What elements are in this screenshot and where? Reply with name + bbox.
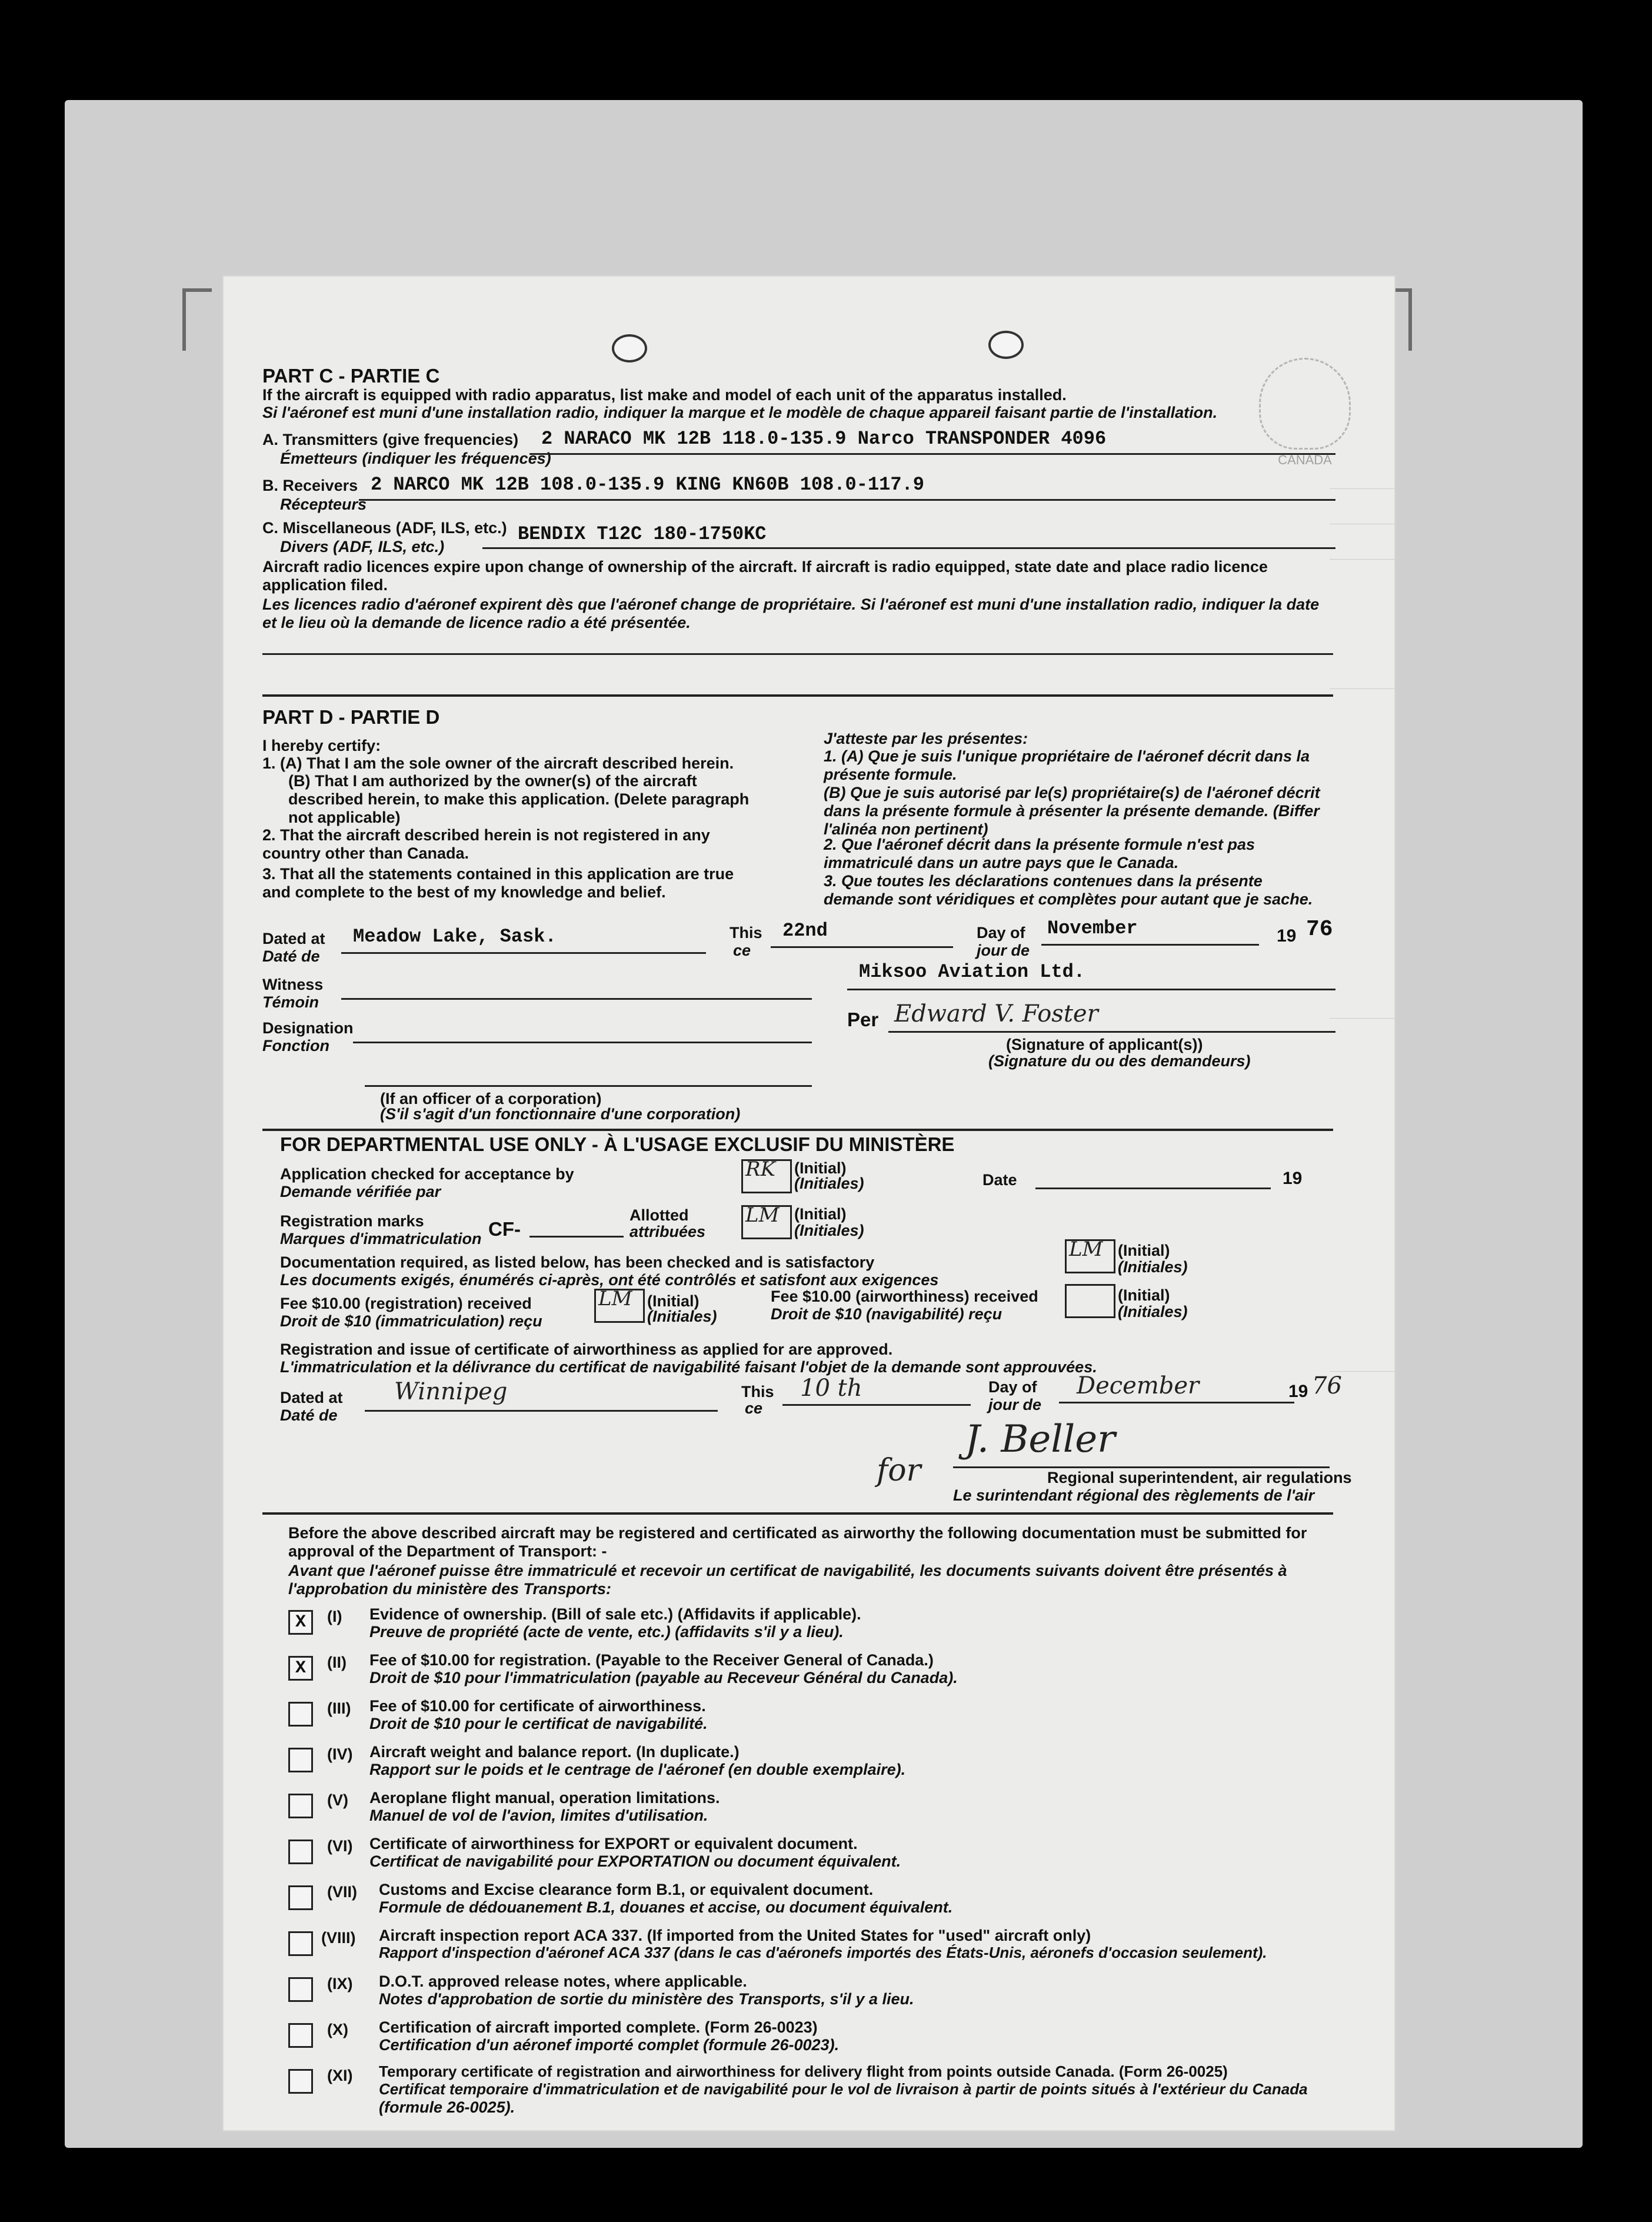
- requirement-checkbox[interactable]: [288, 1931, 313, 1956]
- canada-crest-icon: CANADA: [1259, 358, 1351, 450]
- requirement-checkbox[interactable]: [288, 1702, 313, 1727]
- dept-this-label: This: [741, 1383, 774, 1401]
- requirement-number: (II): [327, 1654, 347, 1671]
- punch-hole: [988, 331, 1024, 359]
- initial-label: (Initial): [1118, 1242, 1170, 1259]
- allotted-initial-box[interactable]: [741, 1205, 792, 1239]
- misc-label-fr: Divers (ADF, ILS, etc.): [280, 538, 445, 556]
- dept-day-of-label: Day of: [988, 1378, 1037, 1396]
- documentation-label-fr: Les documents exigés, énumérés ci-après, ont été contrôlés et satisfont aux exigences: [280, 1271, 939, 1289]
- receivers-value[interactable]: 2 NARCO MK 12B 108.0-135.9 KING KN60B 108.0-117.9: [371, 474, 924, 495]
- part-c-intro-en: If the aircraft is equipped with radio apparatus, list make and model of each unit of the apparatus installed.: [262, 386, 1067, 404]
- signature-caption-fr: (Signature du ou des demandeurs): [988, 1052, 1251, 1070]
- requirement-text-fr: Rapport sur le poids et le centrage de l'aéronef (en double exemplaire).: [369, 1761, 906, 1778]
- requirement-checkbox[interactable]: [288, 2069, 313, 2094]
- allotted-label: Allotted: [630, 1206, 689, 1224]
- requirement-text-fr: Formule de dédouanement B.1, douanes et accise, ou document équivalent.: [379, 1898, 953, 1916]
- documentation-initials: LM: [1069, 1238, 1103, 1261]
- initial-label-fr: (Initiales): [794, 1175, 864, 1192]
- fee-airworthiness-label: Fee $10.00 (airworthiness) received: [771, 1288, 1038, 1305]
- requirement-text-fr: Droit de $10 pour le certificat de navigabilité.: [369, 1715, 708, 1732]
- approval-statement: Registration and issue of certificate of airworthiness as applied for are approved.: [280, 1340, 893, 1358]
- dept-year-value[interactable]: 76: [1312, 1372, 1342, 1399]
- requirement-number: (VIII): [321, 1929, 356, 1947]
- year-value[interactable]: 76: [1306, 917, 1333, 942]
- requirement-number: (IV): [327, 1745, 353, 1763]
- initial-label-fr: (Initiales): [1118, 1303, 1188, 1320]
- dated-at-label: Dated at: [262, 930, 325, 947]
- requirement-checkbox[interactable]: [288, 2023, 313, 2048]
- dept-dated-at-label: Dated at: [280, 1389, 343, 1406]
- day-of-label: Day of: [977, 924, 1025, 942]
- applicant-name[interactable]: Miksoo Aviation Ltd.: [859, 961, 1085, 983]
- initial-label: (Initial): [647, 1292, 700, 1310]
- requirement-number: (I): [327, 1608, 342, 1625]
- certify-3-en: 3. That all the statements contained in this application are true and complete to the best of my knowledge and belief.: [262, 865, 734, 902]
- certify-1a-fr: 1. (A) Que je suis l'unique propriétaire de l'aéronef décrit dans la présente formule.: [824, 747, 1310, 784]
- requirement-checkbox[interactable]: X: [288, 1656, 313, 1681]
- certify-en: I hereby certify:: [262, 737, 381, 754]
- month-value[interactable]: November: [1047, 917, 1138, 939]
- requirements-intro: Before the above described aircraft may be registered and certificated as airworthy the following documentation must be submitted for approval of the Department of Transport: -: [288, 1524, 1307, 1561]
- part-c-heading: PART C - PARTIE C: [262, 365, 440, 387]
- requirement-checkbox[interactable]: [288, 1840, 313, 1864]
- cf-prefix: CF-: [488, 1218, 521, 1240]
- approval-statement-fr: L'immatriculation et la délivrance du certificat de navigabilité faisant l'objet de la demande sont approuvées.: [280, 1358, 1097, 1376]
- requirement-checkbox[interactable]: [288, 1977, 313, 2002]
- this-label: This: [730, 924, 762, 942]
- requirement-text: Temporary certificate of registration and airworthiness for delivery flight from points outside Canada. (Form 26-0025): [379, 2063, 1228, 2080]
- dept-day-of-label-fr: jour de: [988, 1396, 1042, 1413]
- requirement-text: Aircraft weight and balance report. (In duplicate.): [369, 1743, 740, 1761]
- allotted-initials: LM: [745, 1203, 780, 1227]
- dept-heading: FOR DEPARTMENTAL USE ONLY - À L'USAGE EXCLUSIF DU MINISTÈRE: [280, 1133, 955, 1155]
- documentation-label: Documentation required, as listed below, has been checked and is satisfactory: [280, 1253, 875, 1271]
- witness-label: Witness: [262, 976, 324, 993]
- requirement-number: (XI): [327, 2067, 353, 2084]
- official-signature[interactable]: J. Beller: [965, 1418, 1115, 1461]
- fee-registration-label: Fee $10.00 (registration) received: [280, 1295, 532, 1312]
- dated-at-label-fr: Daté de: [262, 947, 320, 965]
- marks-label: Registration marks: [280, 1212, 424, 1230]
- receivers-label-fr: Récepteurs: [280, 495, 367, 513]
- requirement-number: (IX): [327, 1975, 353, 1993]
- requirement-text: Aircraft inspection report ACA 337. (If imported from the United States for "used" aircraft only): [379, 1927, 1091, 1944]
- this-label-fr: ce: [733, 942, 751, 959]
- superintendent-title: Regional superintendent, air regulations: [1047, 1469, 1352, 1486]
- day-of-label-fr: jour de: [977, 942, 1030, 959]
- certify-1a-en: 1. (A) That I am the sole owner of the aircraft described herein.: [262, 754, 734, 772]
- checked-label-fr: Demande vérifiée par: [280, 1183, 441, 1200]
- certify-2-en: 2. That the aircraft described herein is not registered in any country other than Canada.: [262, 826, 710, 863]
- transmitters-value[interactable]: 2 NARACO MK 12B 118.0-135.9 Narco TRANSPONDER 4096: [541, 428, 1107, 450]
- marks-label-fr: Marques d'immatriculation: [280, 1230, 482, 1248]
- initial-label: (Initial): [794, 1159, 847, 1177]
- dept-this-label-fr: ce: [745, 1399, 763, 1417]
- punch-hole: [612, 334, 647, 362]
- requirement-checkbox[interactable]: [288, 1885, 313, 1910]
- part-d-heading: PART D - PARTIE D: [262, 706, 440, 728]
- superintendent-title-fr: Le surintendant régional des règlements de l'air: [953, 1486, 1315, 1504]
- year-prefix: 19: [1277, 926, 1297, 946]
- dept-month-value[interactable]: December: [1077, 1372, 1200, 1399]
- requirement-text: Fee of $10.00 for certificate of airworthiness.: [369, 1697, 706, 1715]
- signature-caption: (Signature of applicant(s)): [1006, 1036, 1203, 1053]
- requirement-checkbox[interactable]: X: [288, 1610, 313, 1635]
- officer-note-fr: (S'il s'agit d'un fonctionnaire d'une corporation): [380, 1105, 741, 1123]
- requirement-text-fr: Certification d'un aéronef importé complet (formule 26-0023).: [379, 2036, 840, 2054]
- part-c-intro-fr: Si l'aéronef est muni d'une installation radio, indiquer la marque et le modèle de chaque appareil faisant partie de l'installation.: [262, 404, 1218, 421]
- transmitters-label-fr: Émetteurs (indiquer les fréquences): [280, 450, 551, 467]
- certify-1b-fr: (B) Que je suis autorisé par le(s) propriétaire(s) de l'aéronef décrit dans la présente formule à présenter la présente demande. (Biffer l'alinéa non pertinent): [824, 784, 1320, 839]
- requirement-number: (VI): [327, 1837, 353, 1855]
- requirement-text: Customs and Excise clearance form B.1, or equivalent document.: [379, 1881, 874, 1898]
- requirements-intro-fr: Avant que l'aéronef puisse être immatriculé et recevoir un certificat de navigabilité, les documents suivants doivent être présentés à l'approbation du ministère des Transports:: [288, 1562, 1287, 1598]
- requirement-text-fr: Droit de $10 pour l'immatriculation (payable au Receveur Général du Canada).: [369, 1669, 958, 1687]
- requirement-text-fr: Certificat temporaire d'immatriculation et de navigabilité pour le vol de livraison à partir de points situés à l'extérieur du Canada: [379, 2080, 1308, 2098]
- fee-airworthiness-label-fr: Droit de $10 (navigabilité) reçu: [771, 1305, 1002, 1323]
- requirement-text: Certification of aircraft imported complete. (Form 26-0023): [379, 2018, 818, 2036]
- dept-date-year-prefix: 19: [1283, 1169, 1303, 1188]
- checked-initial-box[interactable]: [741, 1159, 792, 1193]
- fee-registration-initial-box[interactable]: [594, 1289, 645, 1323]
- misc-label: C. Miscellaneous (ADF, ILS, etc.): [262, 519, 507, 537]
- checked-initials: RK: [745, 1157, 775, 1181]
- certify-1b-en: (B) That I am authorized by the owner(s) of the aircraft described herein, to make this application. (Delete paragraph not applicable): [288, 772, 750, 827]
- initial-label-fr: (Initiales): [1118, 1258, 1188, 1276]
- requirement-checkbox[interactable]: [288, 1794, 313, 1818]
- certify-2-fr: 2. Que l'aéronef décrit dans la présente formule n'est pas immatriculé dans un autre pays que le Canada.: [824, 836, 1255, 872]
- requirement-number: (III): [327, 1699, 351, 1717]
- requirement-checkbox[interactable]: [288, 1748, 313, 1772]
- receivers-label: B. Receivers: [262, 477, 358, 494]
- requirement-number: (V): [327, 1791, 348, 1809]
- per-label: Per: [847, 1009, 879, 1030]
- designation-label: Designation: [262, 1019, 354, 1037]
- applicant-signature[interactable]: Edward V. Foster: [894, 1000, 1098, 1027]
- requirement-text: Evidence of ownership. (Bill of sale etc.) (Affidavits if applicable).: [369, 1605, 861, 1623]
- requirement-text-fr: Certificat de navigabilité pour EXPORTATION ou document équivalent.: [369, 1852, 901, 1870]
- requirement-text: Aeroplane flight manual, operation limitations.: [369, 1789, 720, 1807]
- dept-dated-at-value[interactable]: Winnipeg: [394, 1378, 508, 1405]
- requirement-text: Certificate of airworthiness for EXPORT or equivalent document.: [369, 1835, 858, 1852]
- initial-label-fr: (Initiales): [647, 1308, 717, 1325]
- licence-note-fr: Les licences radio d'aéronef expirent dès que l'aéronef change de propriétaire. Si l'aéronef est muni d'une installation radio, indiquer la date et le lieu où la demande de licence radio a été présentée.: [262, 596, 1320, 632]
- designation-label-fr: Fonction: [262, 1037, 329, 1055]
- misc-value[interactable]: BENDIX T12C 180-1750KC: [518, 523, 767, 545]
- dept-year-prefix: 19: [1288, 1382, 1308, 1401]
- documentation-initial-box[interactable]: [1065, 1239, 1115, 1273]
- dated-at-value[interactable]: Meadow Lake, Sask.: [353, 926, 557, 947]
- corner-mark-left: [182, 288, 212, 351]
- certify-3-fr: 3. Que toutes les déclarations contenues dans la présente demande sont véridiques et complètes pour autant que je sache.: [824, 872, 1313, 909]
- licence-note-en: Aircraft radio licences expire upon change of ownership of the aircraft. If aircraft is radio equipped, state date and place radio licence application filed.: [262, 558, 1268, 594]
- requirement-text-fr: Manuel de vol de l'avion, limites d'utilisation.: [369, 1807, 708, 1824]
- requirement-text: Fee of $10.00 for registration. (Payable to the Receiver General of Canada.): [369, 1651, 934, 1669]
- transmitters-label: A. Transmitters (give frequencies): [262, 431, 519, 448]
- dept-this-day-value[interactable]: 10 th: [800, 1375, 862, 1402]
- requirement-number: (X): [327, 2021, 348, 2038]
- requirement-text-fr: Notes d'approbation de sortie du ministère des Transports, s'il y a lieu.: [379, 1990, 914, 2008]
- initial-label: (Initial): [1118, 1286, 1170, 1304]
- requirement-text-fr: Preuve de propriété (acte de vente, etc.) (affidavits s'il y a lieu).: [369, 1623, 844, 1641]
- checked-label: Application checked for acceptance by: [280, 1165, 574, 1183]
- dept-date-label: Date: [982, 1171, 1017, 1189]
- dept-dated-at-label-fr: Daté de: [280, 1406, 338, 1424]
- allotted-label-fr: attribuées: [630, 1223, 706, 1240]
- requirement-text: D.O.T. approved release notes, where applicable.: [379, 1972, 747, 1990]
- witness-label-fr: Témoin: [262, 993, 319, 1011]
- fee-airworthiness-initial-box[interactable]: [1065, 1284, 1115, 1318]
- fee-registration-initials: LM: [598, 1287, 632, 1310]
- initial-label-fr: (Initiales): [794, 1222, 864, 1239]
- officer-note: (If an officer of a corporation): [380, 1090, 602, 1107]
- this-day-value[interactable]: 22nd: [782, 920, 828, 942]
- requirement-text-fr: Rapport d'inspection d'aéronef ACA 337 (dans le cas d'aéronefs importés des États-Unis, aéronefs d'occasion seulement).: [379, 1944, 1267, 1961]
- requirement-text-fr-cont: (formule 26-0025).: [379, 2098, 515, 2116]
- for-notation: for: [877, 1453, 921, 1488]
- initial-label: (Initial): [794, 1205, 847, 1223]
- fee-registration-label-fr: Droit de $10 (immatriculation) reçu: [280, 1312, 542, 1330]
- certify-fr: J'atteste par les présentes:: [824, 730, 1028, 747]
- requirement-number: (VII): [327, 1883, 357, 1901]
- application-form-page: [224, 277, 1394, 2130]
